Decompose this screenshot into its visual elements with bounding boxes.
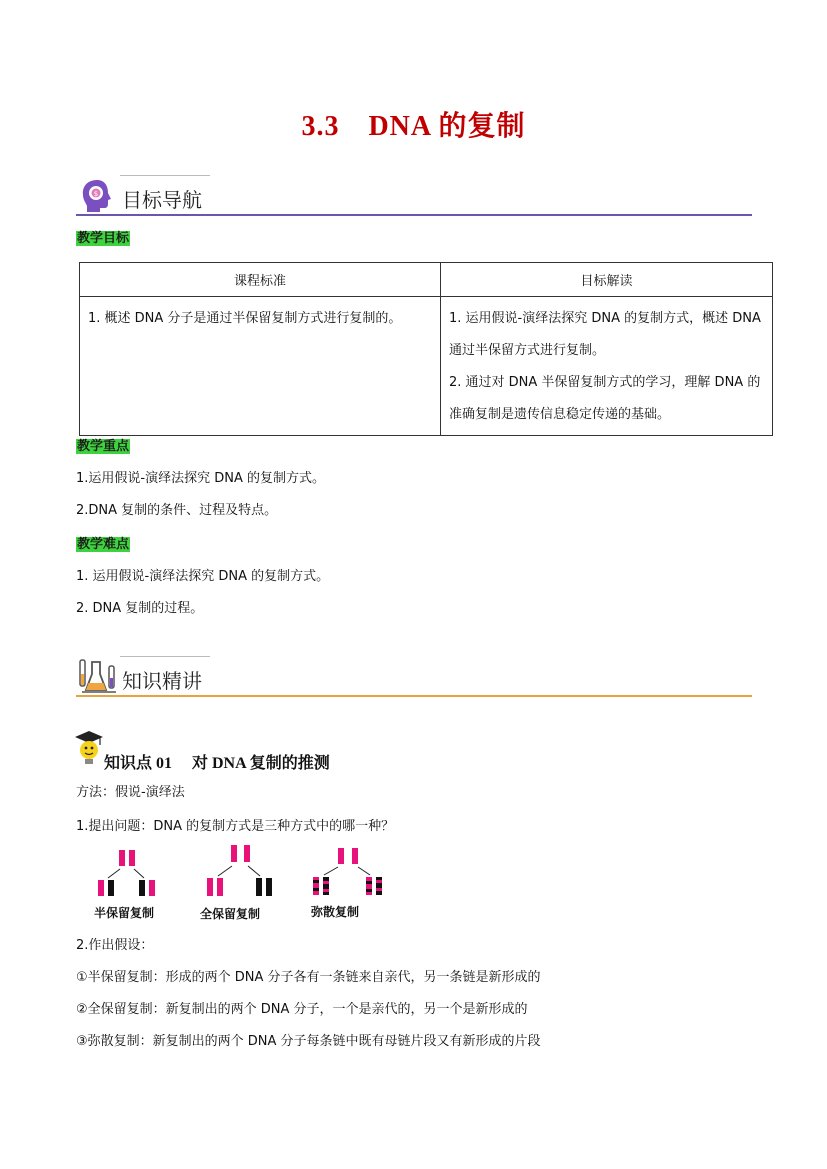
key-point-item: 2.DNA 复制的条件、过程及特点。 <box>76 503 278 518</box>
section-heading: 目标导航 <box>122 188 202 212</box>
table-header-interpretation: 目标解读 <box>441 263 773 297</box>
section-rule <box>76 214 752 216</box>
lab-flask-icon <box>76 656 120 696</box>
interpretation-item: 1. 运用假说-演绎法探究 DNA 的复制方式，概述 DNA 通过半保留方式进行复制。 <box>449 311 761 358</box>
method-text: 方法：假说-演绎法 <box>76 785 185 800</box>
hypothesis-title: 2.作出假设： <box>76 938 154 953</box>
difficult-point-item: 1. 运用假说-演绎法探究 DNA 的复制方式。 <box>76 569 330 584</box>
table-cell-standard: 1. 概述 DNA 分子是通过半保留复制方式进行复制的。 <box>80 297 441 436</box>
replication-modes-diagram <box>90 840 390 902</box>
graduate-bulb-icon <box>74 729 104 767</box>
section-heading: 知识精讲 <box>122 669 202 693</box>
diagram-label-conservative: 全保留复制 <box>200 907 261 921</box>
brain-head-icon <box>78 177 116 215</box>
diagram-label-dispersive: 弥散复制 <box>311 905 360 919</box>
hypothesis-item: ①半保留复制：形成的两个 DNA 分子各有一条链来自亲代，另一条链是新形成的 <box>76 970 541 985</box>
svg-text:$: $ <box>93 190 99 198</box>
section-header-knowledge <box>76 656 752 700</box>
key-point-item: 1.运用假说-演绎法探究 DNA 的复制方式。 <box>76 471 325 486</box>
goals-table <box>79 262 773 436</box>
interpretation-item: 2. 通过对 DNA 半保留复制方式的学习，理解 DNA 的准确复制是遗传信息稳定传递的基础。 <box>449 375 761 422</box>
question-text: 1.提出问题：DNA 的复制方式是三种方式中的哪一种？ <box>76 819 395 834</box>
section-header-goals <box>76 175 752 219</box>
conservative-diagram <box>207 845 272 896</box>
semi-conservative-diagram <box>98 850 155 896</box>
tag-teaching-goals: 教学目标 <box>77 231 130 246</box>
diagram-label-semi: 半保留复制 <box>94 906 155 920</box>
hypothesis-item: ②全保留复制：新复制出的两个 DNA 分子，一个是亲代的，另一个是新形成的 <box>76 1002 528 1017</box>
tag-key-points: 教学重点 <box>77 439 130 454</box>
page-title: 3.3 DNA 的复制 <box>301 111 526 142</box>
table-cell-interpretation <box>441 297 773 436</box>
hypothesis-item: ③弥散复制：新复制出的两个 DNA 分子每条链中既有母链片段又有新形成的片段 <box>76 1034 541 1049</box>
section-rule <box>76 695 752 697</box>
dispersive-diagram <box>313 848 382 895</box>
knowledge-point-title: 知识点 01 对 DNA 复制的推测 <box>104 755 330 772</box>
tag-difficult-points: 教学难点 <box>77 537 130 552</box>
table-header-standard: 课程标准 <box>80 263 441 297</box>
difficult-point-item: 2. DNA 复制的过程。 <box>76 601 204 616</box>
